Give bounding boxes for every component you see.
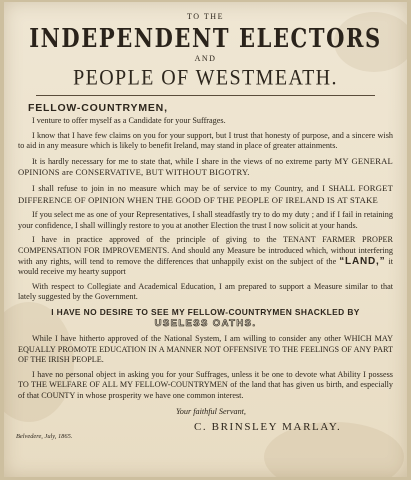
tenant-text: I have in practice approved of the principle of giving to the TENANT FARMER PROPER COMPENSATION FOR IMPROVEMENTS. And should any Measure be introduced which, without interfering with any rights, will tend to remove the differences that unhappily exist on the subject of the [18,235,393,266]
opening-line: I venture to offer myself as a Candidate for your Suffrages. [32,116,226,125]
heading-rule [36,95,375,96]
opinions-emphasis: MY GENERAL OPINIONS are CONSERVATIVE, BUT WITHOUT BIGOTRY. [18,155,393,178]
dateline: Belvedere, July, 1865. [16,433,73,441]
heading-electors: INDEPENDENT ELECTORS [29,21,382,54]
paragraph-education: With respect to Collegiate and Academical Education, I am prepared to support a Measure similar to that lately suggested by the Government. [18,281,393,302]
desire-line: I HAVE NO DESIRE TO SEE MY FELLOW-COUNTRYMEN SHACKLED BY [51,306,360,317]
paragraph-tenant [18,235,393,277]
tenant-text-end: it would receive my hearty support [18,256,393,277]
heading-to-the: TO THE [187,12,224,21]
refuse-emphasis: FORGET DIFFERENCE OF OPINION WHEN THE GOOD OF THE PEOPLE OF IRELAND IS AT STAKE [18,182,394,205]
signature: C. BRINSLEY MARLAY. [194,421,342,434]
poster-content [18,8,393,441]
paragraph-opinions [18,156,393,179]
land-emphasis: “LAND,” [339,255,386,267]
opinions-text: It is hardly necessary for me to state that, while I share in the views of no extreme party [32,156,332,166]
paragraph-national: While I have hitherto approved of the National System, I am willing to consider any other WHICH MAY EQUALLY PROMOTE EDUCATION IN A MANNER NOT OFFENSIVE TO THE FEELINGS OF ANY PART OF THE IRISH PEOPLE. [18,333,393,365]
paragraph-claims: I know that I have few claims on you for your support, but I trust that honesty of purpose, and a sincere wish to aid in any measure which is likely to benefit Ireland, may stand in place of greater attainments. [18,130,393,151]
heading-westmeath: PEOPLE OF WESTMEATH. [73,65,338,91]
refuse-text: I shall refuse to join in no measure which may be of service to my Country, and I SHALL [32,183,355,193]
heading-and: AND [194,54,217,63]
useless-oaths: USELESS OATHS. [154,317,257,329]
paragraph-refuse [18,183,393,206]
paragraph-objection: I have no personal object in asking you for your Suffrages, unless it be one to devote what Ability I possess TO THE WELFARE OF ALL MY FELLOW-COUNTRYMEN of the land that has given us birth, and especially of that COUNTY in whose prosperity we have one common interest. [18,369,393,400]
paragraph-elect: If you select me as one of your Representatives, I shall steadfastly try to do my duty ; and if I fail in retaining your confidence, I shall willingly restore to you at another Election the trust I now solicit at your hands. [18,210,393,230]
poster-sheet [4,2,407,477]
closing-line: Your faithful Servant, [176,407,246,417]
salutation: FELLOW-COUNTRYMEN, [28,102,168,114]
